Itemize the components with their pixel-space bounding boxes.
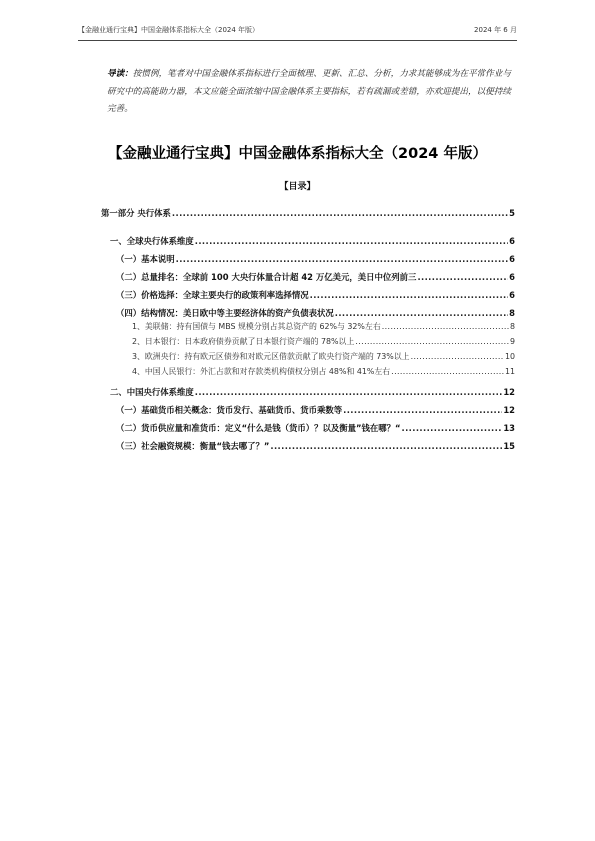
toc-entry-label: （四）结构情况：美日欧中等主要经济体的资产负债表状况 (116, 308, 334, 318)
toc-entry-1-4-3[interactable] (132, 351, 515, 363)
toc-entry-page: 13 (503, 423, 515, 433)
toc-entry-1-2[interactable] (116, 271, 515, 283)
toc-leader (195, 235, 508, 247)
toc-entry-label: 1、美联储：持有国债与 MBS 规模分别占其总资产的 62%与 32%左右 (132, 322, 381, 331)
toc-leader (382, 321, 509, 333)
toc-entry-page: 15 (503, 441, 515, 451)
toc-leader (270, 440, 502, 452)
toc-leader (417, 271, 508, 283)
toc-leader (402, 422, 503, 434)
toc-entry-page: 6 (509, 236, 515, 246)
toc-entry-label: 3、欧洲央行：持有欧元区债券和对欧元区借款贡献了欧央行资产端的 73%以上 (132, 352, 410, 361)
toc-heading: 【目录】 (279, 182, 316, 192)
toc-entry-page: 9 (509, 337, 515, 346)
toc-entry-page: 11 (504, 367, 515, 376)
toc-entry-page: 5 (509, 208, 515, 218)
toc-entry-1-3[interactable] (116, 289, 515, 301)
toc-leader (172, 207, 508, 219)
header-document-title: 【金融业通行宝典】中国金融体系指标大全（2024 年版） (78, 26, 260, 34)
toc-entry-label: （三）社会融资规模：衡量“钱去哪了？” (116, 441, 270, 451)
toc-entry-label: （三）价格选择：全球主要央行的政策利率选择情况 (116, 290, 309, 300)
toc-leader (391, 366, 504, 378)
toc-entry-section-1[interactable] (110, 235, 515, 247)
toc-entry-label: （二）货币供应量和准货币：定义“什么是钱（货币）？以及衡量”钱在哪？“ (116, 423, 401, 433)
toc-entry-label: 二、中国央行体系维度 (110, 387, 194, 397)
toc-leader (310, 289, 509, 301)
toc-leader (195, 386, 503, 398)
header-date: 2024 年 6 月 (474, 26, 517, 34)
toc-entry-label: 2、日本银行：日本政府债券贡献了日本银行资产端的 78%以上 (132, 337, 355, 346)
toc-entry-label: 4、中国人民银行：外汇占款和对存款类机构债权分别占 48%和 41%左右 (132, 367, 391, 376)
toc-entry-page: 6 (509, 272, 515, 282)
toc-entry-2-3[interactable] (116, 440, 515, 452)
toc-entry-2-1[interactable] (116, 404, 515, 416)
toc-leader (411, 351, 504, 363)
toc-leader (343, 404, 502, 416)
intro-label: 导读： (107, 69, 133, 79)
toc-entry-page: 6 (509, 254, 515, 264)
toc-entry-1-1[interactable] (116, 253, 515, 265)
toc-entry-1-4-1[interactable] (132, 321, 515, 333)
toc-entry-part-1[interactable] (101, 207, 515, 219)
toc-entry-page: 8 (509, 308, 515, 318)
toc-leader (355, 336, 509, 348)
toc-entry-label: 一、全球央行体系维度 (110, 236, 194, 246)
toc-entry-label: （二）总量排名：全球前 100 大央行体量合计超 42 万亿美元，美日中位列前三 (116, 272, 417, 282)
toc-entry-section-2[interactable] (110, 386, 515, 398)
toc-entry-1-4-2[interactable] (132, 336, 515, 348)
toc-entry-page: 12 (503, 387, 515, 397)
toc-leader (335, 307, 508, 319)
toc-entry-page: 10 (504, 352, 515, 361)
toc-entry-page: 8 (509, 322, 515, 331)
intro-text: 按惯例，笔者对中国金融体系指标进行全面梳理、更新、汇总、分析，力求其能够成为在平常作业与研究中的高能助力器，本文应能全面浓缩中国金融体系主要指标，若有疏漏或差错，亦欢迎提出，以便持续完善。 (107, 69, 511, 114)
toc-entry-1-4[interactable] (116, 307, 515, 319)
toc-entry-label: （一）基本说明 (116, 254, 175, 264)
toc-entry-1-4-4[interactable] (132, 366, 515, 378)
toc-leader (176, 253, 509, 265)
toc-entry-2-2[interactable] (116, 422, 515, 434)
toc-entry-page: 12 (503, 405, 515, 415)
toc-entry-page: 6 (509, 290, 515, 300)
toc-entry-label: 第一部分 央行体系 (101, 208, 171, 218)
document-title: 【金融业通行宝典】中国金融体系指标大全（2024 年版） (108, 146, 487, 162)
toc-entry-label: （一）基础货币相关概念：货币发行、基础货币、货币乘数等 (116, 405, 343, 415)
